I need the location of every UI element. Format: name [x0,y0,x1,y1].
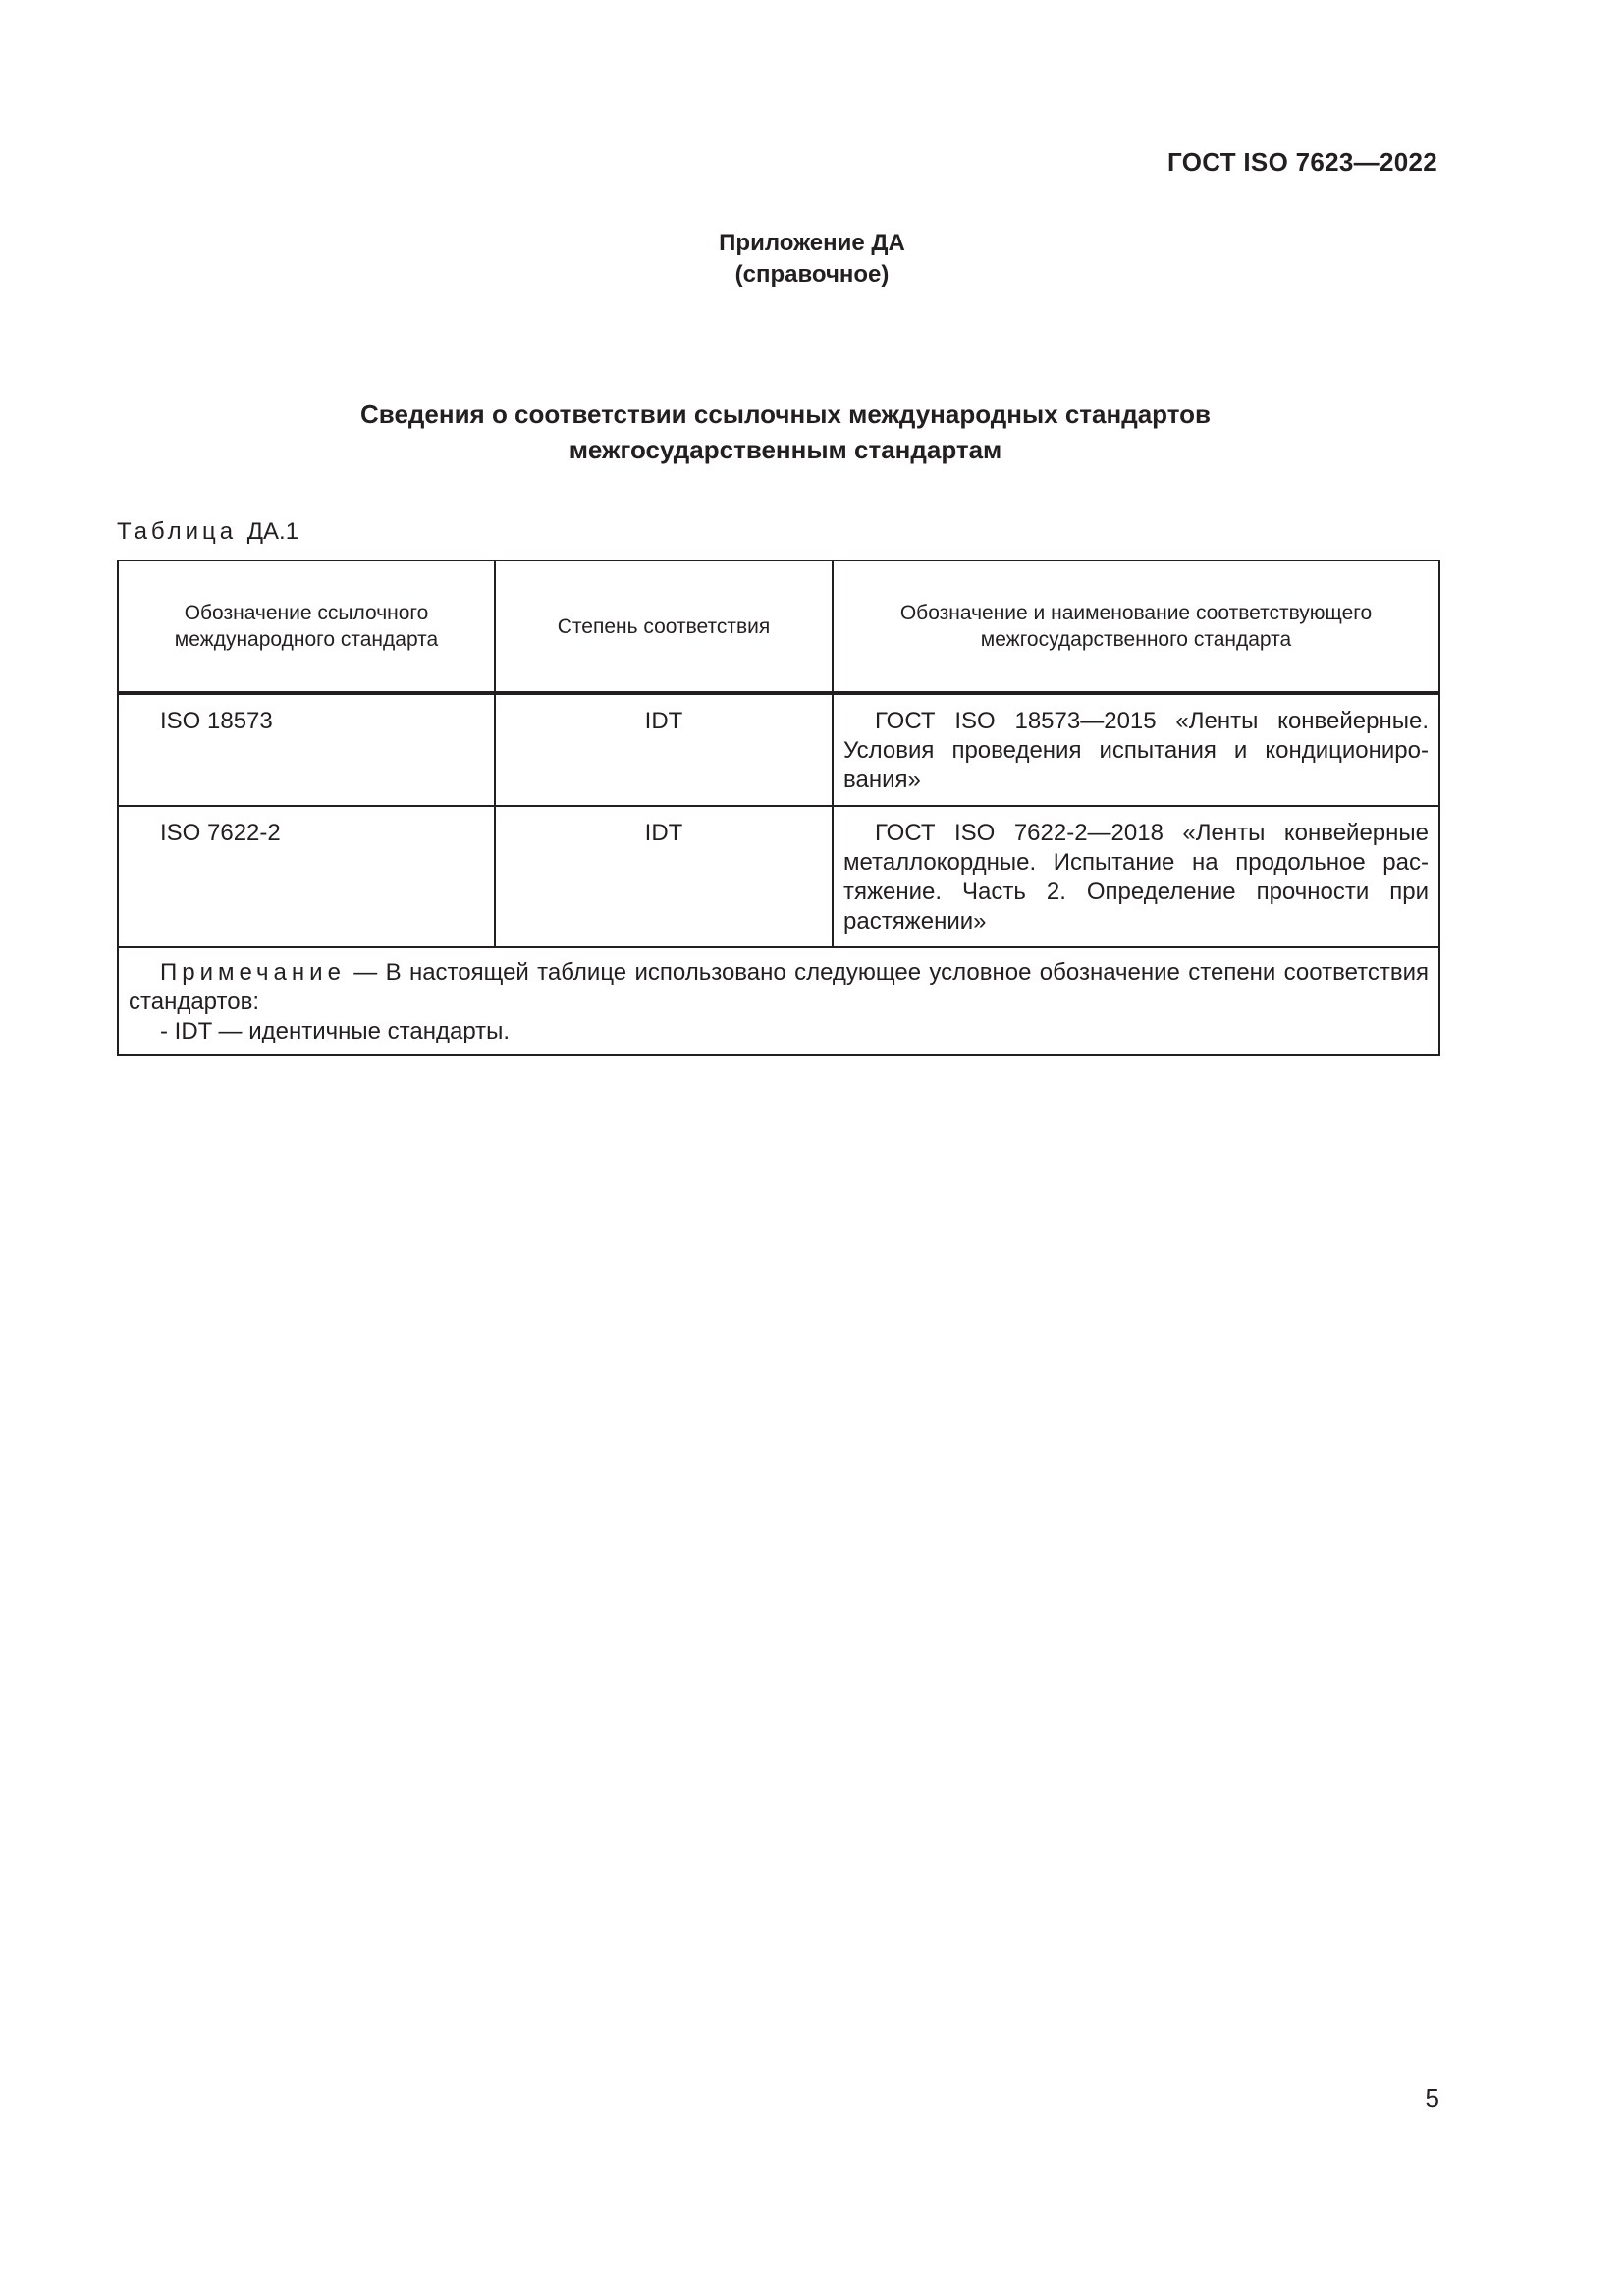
page-number: 5 [1425,2083,1439,2112]
table-row [118,693,1439,806]
header-interstate-standard-text: Обозначение и наименование соответствующего межгосударственного стандарта [899,602,1373,651]
header-interstate-standard [833,561,1439,693]
appendix-subtitle: (справочное) [734,261,890,288]
table-header-row [118,561,1439,693]
header-degree-text: Степень соответствия [557,614,771,638]
table-caption [117,518,298,546]
section-title [0,397,1571,467]
cell-ref: ISO 18573 [118,693,495,806]
cell-degree: IDT [495,806,833,947]
note-item: - IDT — идентичные стандарты. [160,1018,511,1044]
note-text: — В настоящей таблице использовано следующее условное обозначение степени соответствия стандартов: [129,959,1429,1015]
cell-ref: ISO 7622-2 [118,806,495,947]
cell-name: ГОСТ ISO 18573—2015 «Ленты конвейерные. Условия проведения испытания и кондиционирования» [833,693,1439,806]
table-caption-word: Таблица [117,518,238,545]
header-degree [495,561,833,693]
note-label: Примечание [160,959,346,986]
correspondence-table [117,560,1440,1056]
header-ref-standard [118,561,495,693]
section-title-line-1: Сведения о соответствии ссылочных международных стандартов [360,400,1211,429]
header-ref-standard-text: Обозначение ссылочного международного стандарта [174,602,439,651]
cell-name: ГОСТ ISO 7622-2—2018 «Ленты конвейерные металлокордные. Испытание на продольное растяжение. Часть 2. Определение прочности при растяжении» [833,806,1439,947]
table-row [118,806,1439,947]
table-caption-number: ДА.1 [246,518,299,545]
section-title-line-2: межгосударственным стандартам [568,435,1002,464]
appendix-title: Приложение ДА [719,230,905,256]
table-note [118,947,1439,1055]
table-note-row [118,947,1439,1055]
document-code: ГОСТ ISO 7623—2022 [1167,147,1437,177]
appendix-heading [0,228,1624,291]
cell-degree: IDT [495,693,833,806]
